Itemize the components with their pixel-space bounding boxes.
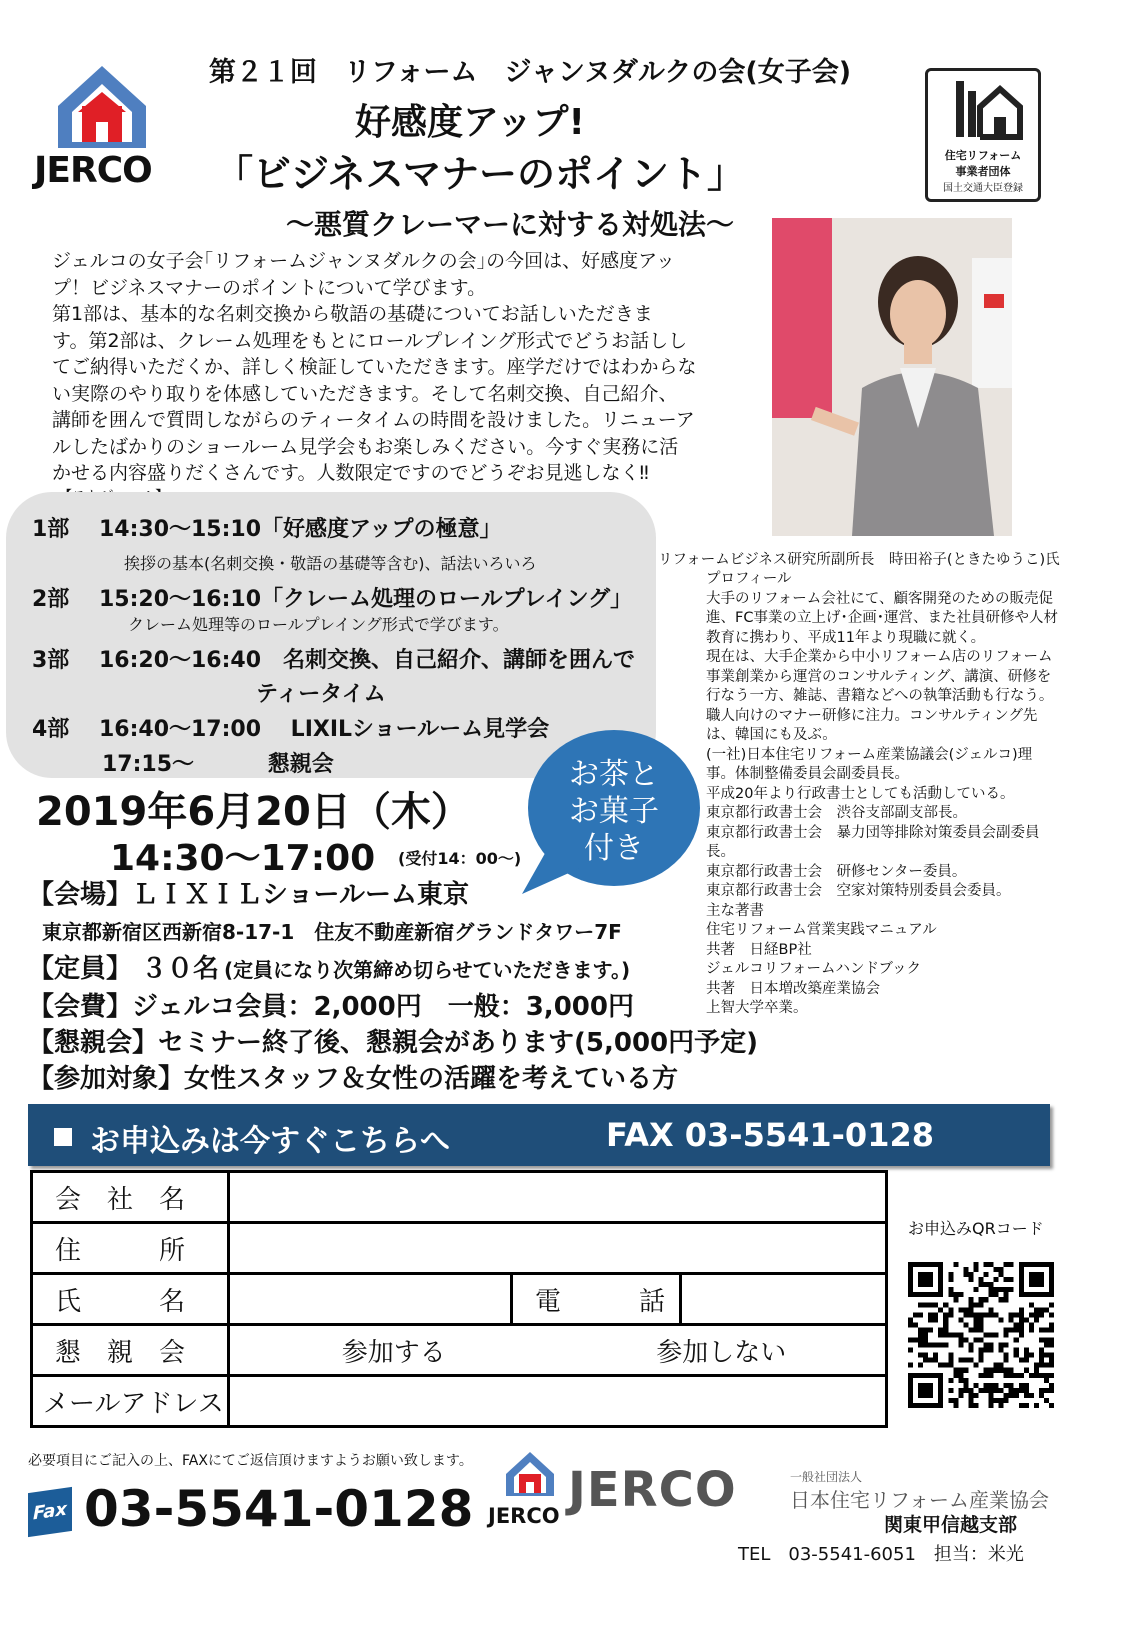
application-banner [28,1104,1050,1166]
event-venue: 【会場】ＬＩＸＩＬショールーム東京 [28,880,469,910]
bubble-line-3: 付き [584,831,644,866]
event-capacity: 【定員】 ３０名 [28,954,220,984]
profile-heading: プロフィール [706,571,792,587]
party-label: 懇 親 会 [32,1325,229,1376]
footer-fax-number: 03-5541-0128 [84,1480,474,1538]
event-series: 第２１回 リフォーム ジャンヌダルクの会(女子会) [208,57,852,88]
square-bullet-icon [54,1128,72,1146]
profile-paragraph: 住宅リフォーム営業実践マニュアル [706,922,937,938]
application-form [30,1170,888,1428]
speaker-photo [772,218,1012,536]
intro-line: ルしたばかりのショールーム見学会もお楽しみください。今すぐ実務に活 [52,435,679,458]
schedule-part-3-cont: ティータイム [256,682,386,707]
profile-paragraph: 現在は、大手企業から中小リフォーム店のリフォーム事業創業から運営のコンサルティング、講演、研修を行なう一方、雑誌、書籍などへの執筆活動も行なう。職人向けのマナー研修に注力。コンサルティング先は、韓国にも及ぶ。 [706,649,1054,743]
badge-line-2: 事業者団体 [955,165,1011,178]
name-field[interactable] [229,1274,512,1325]
intro-line: 講師を囲んで質問しながらのティータイムの時間を設けました。リニューア [52,409,695,431]
profile-paragraph: 東京都行政書士会 研修センター委員。 [706,863,967,880]
schedule-part-4: 4部 16:40～17:00 LIXILショールーム見学会 [32,717,550,742]
footer-logo-text: JERCO [488,1504,560,1528]
schedule-part-3: 3部 16:20～16:40 名刺交換、自己紹介、講師を囲んで [32,648,636,673]
speaker-caption: リフォームビジネス研究所副所長 時田裕子(ときたゆうこ)氏 [658,552,1060,568]
company-label: 会 社 名 [32,1172,229,1223]
address-label: 住 所 [32,1223,229,1274]
registration-badge [925,68,1041,202]
event-time: 14:30～17:00 [110,838,376,879]
org-name: 日本住宅リフォーム産業協会 [790,1488,1049,1512]
profile-paragraph: 大手のリフォーム会社にて、顧客開発のための販売促進、FC事業の立上げ･企画･運営、また社員研修や人材教育に携わり、平成11年より現職に就く。 [706,590,1058,646]
profile-paragraph: 共著 日本増改築産業協会 [706,980,880,997]
footer-jerco-wordmark: JERCO [568,1462,737,1518]
name-label: 氏 名 [32,1274,229,1325]
intro-line: 第1部は、基本的な名刺交換から敬語の基礎についてお話しいただきま [52,303,653,325]
intro-line: かせる内容盛りだくさんです。人数限定ですのでどうぞお見逃しなく‼ [52,462,649,484]
intro-text [52,248,712,487]
intro-line: ジェルコの女子会｢リフォームジャンヌダルクの会｣の今回は、好感度アッ [52,250,675,272]
event-time-note: (受付14：00～) [398,849,522,868]
email-field[interactable] [229,1376,887,1427]
jerco-logo [34,62,168,192]
title-line-2: 「ビジネスマナーのポイント」 [214,152,746,196]
subtitle: ～悪質クレーマーに対する対処法～ [285,208,734,241]
banner-text: お申込みは今すぐこちらへ [90,1124,450,1159]
phone-label: 電 話 [512,1274,681,1325]
schedule-party: 17:15～ 懇親会 [102,752,334,777]
building-icon [928,71,1038,143]
badge-line-1: 住宅リフォーム [944,149,1022,162]
banner-fax: FAX 03-5541-0128 [606,1116,934,1154]
intro-line: い実際のやり取りを体感していただきます。そして名刺交換、自己紹介、 [52,382,678,405]
event-fee: 【会費】ジェルコ会員：2,000円 一般：3,000円 [28,992,634,1022]
qr-code[interactable] [908,1262,1054,1408]
intro-line: す。第2部は、クレーム処理をもとにロールプレイング形式でどうお話しし [52,329,688,352]
address-field[interactable] [229,1223,887,1274]
profile-paragraph: 東京都行政書士会 空家対策特別委員会委員。 [706,883,1011,899]
profile-paragraph: 主な著書 [706,902,764,919]
schedule-part-2: 2部 15:20～16:10「クレーム処理のロールプレイング」 [32,587,633,612]
intro-line: プ！ビジネスマナーのポイントについて学びます。 [52,276,487,299]
bubble-line-1: お茶と [569,757,659,792]
org-type: 一般社団法人 [790,1470,863,1484]
qr-label: お申込みQRコード [908,1219,1044,1238]
fax-badge-icon: Fax [28,1487,72,1537]
tea-sweets-bubble [518,718,704,894]
profile-paragraph: 東京都行政書士会 暴力団等排除対策委員会副委員長。 [706,824,1040,860]
profile-paragraph: (一社)日本住宅リフォーム産業協議会(ジェルコ)理事。体制整備委員会副委員長。 [706,746,1033,782]
event-date: 2019年6月20日（木） [36,789,471,835]
profile-paragraph: 共著 日経BP社 [706,941,812,958]
speaker-profile [706,570,1058,1019]
profile-paragraph: ジェルコリフォームハンドブック [706,961,922,977]
footer-note: 必要項目にご記入の上、FAXにてご返信頂けますようお願い致します。 [28,1453,473,1469]
schedule-part-2-detail: クレーム処理等のロールプレイング形式で学びます。 [128,615,509,634]
footer-logo [488,1450,564,1530]
house-logo-icon [500,1450,560,1504]
phone-field[interactable] [681,1274,887,1325]
qr-code-icon [908,1262,1054,1408]
event-party: 【懇親会】セミナー終了後、懇親会があります(5,000円予定) [28,1028,759,1058]
company-field[interactable] [229,1172,887,1223]
org-branch: 関東甲信越支部 [884,1514,1018,1536]
email-label: メールアドレス [32,1376,229,1427]
not-attend-option[interactable]: 参加しない [656,1337,787,1368]
party-choice [229,1325,887,1376]
schedule-part-1: 1部 14:30～15:10「好感度アップの極意」 [32,517,502,542]
badge-line-3: 国土交通大臣登録 [943,183,1023,194]
event-capacity-note: (定員になり次第締め切らせていただきます。) [224,958,631,982]
schedule-part-1-detail: 挨拶の基本(名刺交換・敬語の基礎等含む)、話法いろいろ [124,554,537,573]
logo-text: JERCO [34,150,152,191]
bubble-line-2: お菓子 [569,794,659,829]
attend-option[interactable]: 参加する [341,1337,446,1368]
event-address: 東京都新宿区西新宿8-17-1 住友不動産新宿グランドタワー7F [42,920,622,944]
org-tel: TEL 03-5541-6051 担当：米光 [738,1544,1024,1565]
profile-paragraph: 東京都行政書士会 渋谷支部副支部長。 [706,805,967,821]
profile-paragraph: 平成20年より行政書士としても活動している。 [706,785,1015,802]
event-target: 【参加対象】女性スタッフ＆女性の活躍を考えている方 [28,1064,679,1094]
intro-line: てご納得いただくか、詳しく検証していただきます。座学だけではわからな [52,356,697,378]
profile-paragraph: 上智大学卒業。 [706,1000,808,1016]
title-line-1: 好感度アップ! [355,102,585,143]
